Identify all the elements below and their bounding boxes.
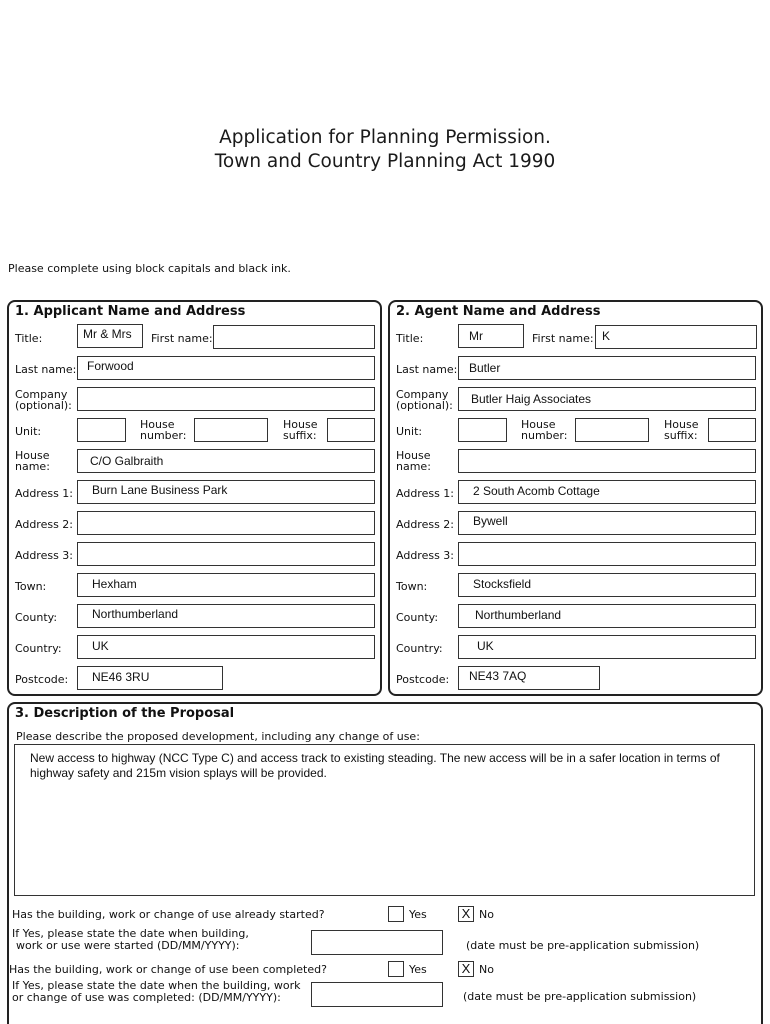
address1-label: Address 1: [15, 487, 74, 500]
started-no-label: No [479, 908, 494, 921]
applicant-title-field[interactable] [77, 324, 143, 348]
house-suffix-label [283, 419, 317, 441]
agent-first-name-value: K [602, 329, 611, 343]
applicant-address1-value: Burn Lane Business Park [92, 483, 228, 497]
agent-house-name-field[interactable] [458, 449, 756, 473]
started-date-label [12, 928, 249, 952]
house-name-label [15, 450, 50, 472]
postcode-label: Postcode: [15, 673, 69, 686]
title-label: Title: [15, 332, 43, 345]
completed-date-label-line-1: If Yes, please state the date when the building, work [12, 979, 301, 992]
applicant-postcode-value: NE46 3RU [92, 670, 150, 684]
title-line-2: Town and Country Planning Act 1990 [214, 151, 556, 172]
completed-date-note: (date must be pre-application submission) [463, 990, 697, 1003]
agent-house-suffix-field[interactable] [708, 418, 756, 442]
house-number-label-line-2: number: [521, 429, 568, 442]
applicant-county-value: Northumberland [92, 607, 179, 621]
address1-label: Address 1: [396, 487, 455, 500]
house-name-label-line-1: House [15, 449, 50, 462]
applicant-company-field[interactable] [77, 387, 375, 411]
applicant-house-name-value: C/O Galbraith [90, 454, 164, 468]
company-label [15, 389, 72, 411]
company-label-line-1: Company [15, 388, 68, 401]
agent-address1-value: 2 South Acomb Cottage [473, 484, 600, 498]
agent-title-value: Mr [469, 329, 483, 343]
house-suffix-label-line-2: suffix: [283, 429, 317, 442]
applicant-house-suffix-field[interactable] [327, 418, 375, 442]
house-number-label [521, 419, 567, 441]
agent-address3-field[interactable] [458, 542, 756, 566]
applicant-unit-field[interactable] [77, 418, 126, 442]
instructions: Please complete using block capitals and black ink. [8, 262, 291, 275]
unit-label: Unit: [15, 425, 42, 438]
agent-last-name-value: Butler [469, 361, 501, 375]
agent-panel [388, 300, 763, 696]
started-yes-label: Yes [409, 908, 427, 921]
agent-town-value: Stocksfield [473, 577, 532, 591]
completed-question: Has the building, work or change of use been completed? [9, 963, 327, 976]
unit-label: Unit: [396, 425, 423, 438]
house-number-label-line-1: House [140, 418, 175, 431]
address2-label: Address 2: [15, 518, 74, 531]
agent-first-name-field[interactable] [595, 325, 757, 349]
applicant-postcode-field[interactable] [77, 666, 223, 690]
completed-date-label [12, 980, 301, 1004]
proposal-description-field[interactable] [14, 744, 755, 896]
company-label-line-1: Company [396, 388, 449, 401]
applicant-country-value: UK [92, 639, 109, 653]
applicant-heading: 1. Applicant Name and Address [15, 304, 246, 319]
applicant-country-field[interactable] [77, 635, 375, 659]
house-name-label [396, 450, 431, 472]
completed-no-label: No [479, 963, 494, 976]
applicant-house-name-field[interactable] [77, 449, 375, 473]
completed-no-checkbox[interactable]: X [458, 961, 474, 977]
proposal-heading: 3. Description of the Proposal [15, 706, 235, 721]
title-line-1: Application for Planning Permission. [219, 127, 551, 148]
agent-postcode-field[interactable] [458, 666, 600, 690]
company-label-line-2: (optional): [15, 399, 72, 412]
applicant-address1-field[interactable] [77, 480, 375, 504]
agent-title-field[interactable] [458, 324, 524, 348]
house-name-label-line-2: name: [396, 460, 431, 473]
town-label: Town: [396, 580, 428, 593]
title-label: Title: [396, 332, 424, 345]
started-yes-checkbox[interactable] [388, 906, 404, 922]
applicant-town-field[interactable] [77, 573, 375, 597]
last-name-label: Last name: [15, 363, 77, 376]
applicant-town-value: Hexham [92, 577, 137, 591]
completed-date-label-line-2: or change of use was completed: (DD/MM/YYYY): [12, 991, 281, 1004]
proposal-description-value: New access to highway (NCC Type C) and access track to existing steading. The new access will be in a safer location in terms of highway safety and 215m vision splays will be provided. [30, 751, 720, 780]
agent-company-value: Butler Haig Associates [471, 392, 592, 406]
postcode-label: Postcode: [396, 673, 450, 686]
agent-company-field[interactable] [458, 387, 756, 411]
completed-yes-label: Yes [409, 963, 427, 976]
started-no-checkbox[interactable]: X [458, 906, 474, 922]
town-label: Town: [15, 580, 47, 593]
agent-country-field[interactable] [458, 635, 756, 659]
agent-county-field[interactable] [458, 604, 756, 628]
agent-postcode-value: NE43 7AQ [469, 669, 527, 683]
house-number-label-line-1: House [521, 418, 556, 431]
house-suffix-label-line-1: House [283, 418, 318, 431]
applicant-address2-field[interactable] [77, 511, 375, 535]
applicant-last-name-value: Forwood [87, 359, 134, 373]
agent-house-number-field[interactable] [575, 418, 649, 442]
first-name-label: First name: [532, 332, 594, 345]
house-suffix-label-line-1: House [664, 418, 699, 431]
house-name-label-line-2: name: [15, 460, 50, 473]
house-number-label-line-2: number: [140, 429, 187, 442]
address3-label: Address 3: [396, 549, 455, 562]
house-suffix-label-line-2: suffix: [664, 429, 698, 442]
agent-address2-value: Bywell [473, 514, 508, 528]
proposal-prompt: Please describe the proposed development, including any change of use: [16, 730, 420, 743]
agent-county-value: Northumberland [475, 608, 562, 622]
completed-yes-checkbox[interactable] [388, 961, 404, 977]
first-name-label: First name: [151, 332, 213, 345]
applicant-title-value: Mr & Mrs [83, 327, 132, 341]
document-title [0, 126, 770, 174]
started-date-field[interactable] [311, 930, 443, 955]
completed-date-field[interactable] [311, 982, 443, 1007]
applicant-last-name-field[interactable] [77, 356, 375, 380]
company-label [396, 389, 453, 411]
county-label: County: [15, 611, 58, 624]
county-label: County: [396, 611, 439, 624]
agent-country-value: UK [477, 639, 494, 653]
agent-address1-field[interactable] [458, 480, 756, 504]
applicant-first-name-field[interactable] [213, 325, 375, 349]
agent-address2-field[interactable] [458, 511, 756, 535]
started-date-label-line-1: If Yes, please state the date when building, [12, 927, 249, 940]
house-name-label-line-1: House [396, 449, 431, 462]
applicant-county-field[interactable] [77, 604, 375, 628]
agent-last-name-field[interactable] [458, 356, 756, 380]
agent-unit-field[interactable] [458, 418, 507, 442]
country-label: Country: [15, 642, 62, 655]
house-number-label [140, 419, 186, 441]
started-date-note: (date must be pre-application submission) [466, 939, 700, 952]
company-label-line-2: (optional): [396, 399, 453, 412]
house-suffix-label [664, 419, 698, 441]
applicant-address3-field[interactable] [77, 542, 375, 566]
agent-town-field[interactable] [458, 573, 756, 597]
address3-label: Address 3: [15, 549, 74, 562]
country-label: Country: [396, 642, 443, 655]
agent-heading: 2. Agent Name and Address [396, 304, 601, 319]
applicant-panel [7, 300, 382, 696]
started-date-label-line-2: work or use were started (DD/MM/YYYY): [16, 939, 240, 952]
last-name-label: Last name: [396, 363, 458, 376]
address2-label: Address 2: [396, 518, 455, 531]
applicant-house-number-field[interactable] [194, 418, 268, 442]
started-question: Has the building, work or change of use already started? [12, 908, 325, 921]
